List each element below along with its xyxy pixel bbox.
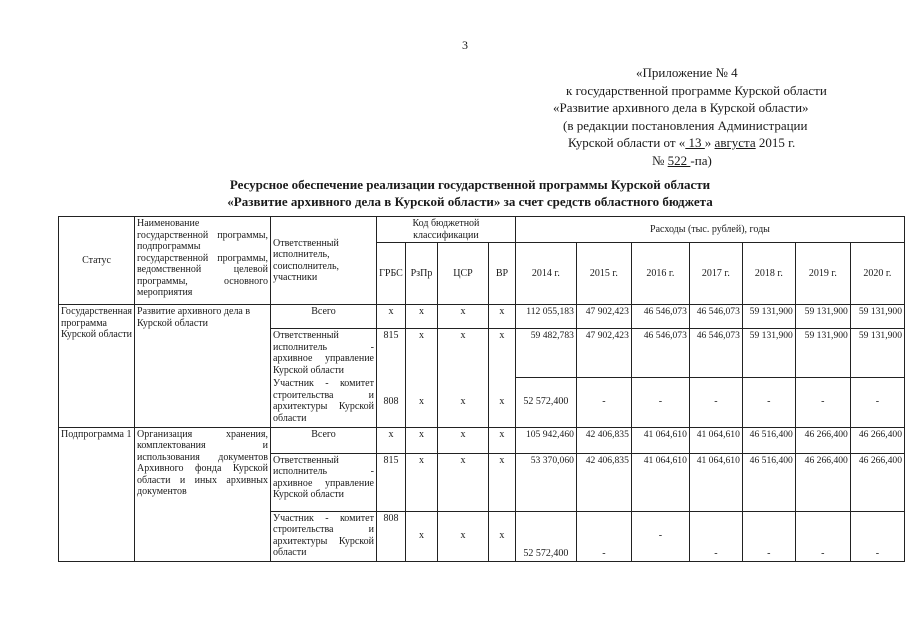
- header-responsible: Ответственный исполнитель, соисполнитель, участники: [271, 217, 377, 305]
- cell-rzpr: x: [405, 329, 437, 378]
- title-line-1: Ресурсное обеспечение реализации государственной программы Курской области: [229, 177, 711, 192]
- cell-rzpr: x: [405, 453, 437, 511]
- appendix-line-5: [540, 134, 880, 152]
- row-label: Ответственный исполнитель - архивное управление Курской области: [271, 329, 377, 378]
- cell-csr: x: [437, 427, 488, 453]
- page-number: 3: [462, 38, 468, 52]
- header-name: Наименование государственной программы, подпрограммы государственной программы, ведомственной целевой программы, основного мероприятия: [135, 217, 271, 305]
- header-year: 2016 г.: [631, 243, 689, 305]
- cell-value: 59 131,900: [742, 329, 795, 378]
- cell-value: 42 406,835: [576, 453, 631, 511]
- header-status: Статус: [59, 217, 135, 305]
- cell-csr: x: [437, 305, 488, 329]
- cell-value: -: [850, 511, 904, 561]
- header-csr: ЦСР: [437, 243, 488, 305]
- header-expenses-group: Расходы (тыс. рублей), годы: [515, 217, 904, 243]
- header-vr: ВР: [488, 243, 515, 305]
- cell-value: 53 370,060: [515, 453, 576, 511]
- header-grbs: ГРБС: [376, 243, 405, 305]
- cell-csr: x: [437, 453, 488, 511]
- cell-vr: x: [488, 511, 515, 561]
- row-label: Всего: [271, 427, 377, 453]
- header-year: 2015 г.: [576, 243, 631, 305]
- cell-grbs: 815: [376, 453, 405, 511]
- cell-rzpr: x: [405, 305, 437, 329]
- cell-value: 47 902,423: [576, 305, 631, 329]
- cell-value: 41 064,610: [689, 453, 742, 511]
- appendix-number-suffix: -па): [690, 152, 712, 168]
- cell-value: -: [795, 511, 850, 561]
- appendix-line-2: к государственной программе Курской области: [566, 82, 827, 98]
- cell-vr: x: [488, 329, 515, 378]
- cell-vr: x: [488, 427, 515, 453]
- header-year: 2020 г.: [850, 243, 904, 305]
- cell-grbs: x: [376, 305, 405, 329]
- cell-grbs: x: [376, 427, 405, 453]
- cell-value: -: [631, 377, 689, 427]
- cell-value: 52 572,400: [515, 377, 576, 427]
- cell-vr: x: [488, 453, 515, 511]
- cell-value: -: [689, 511, 742, 561]
- cell-grbs: 815: [376, 329, 405, 378]
- appendix-block: [540, 64, 880, 169]
- resource-table: [58, 216, 905, 562]
- cell-value: -: [850, 377, 904, 427]
- cell-value: 46 266,400: [795, 453, 850, 511]
- cell-value: 59 131,900: [850, 305, 904, 329]
- row-label: Ответственный исполнитель - архивное управление Курской области: [271, 453, 377, 511]
- cell-value: 59 131,900: [742, 305, 795, 329]
- cell-value: -: [795, 377, 850, 427]
- appendix-line-4: (в редакции постановления Администрации: [563, 117, 808, 133]
- cell-value: 41 064,610: [689, 427, 742, 453]
- cell-grbs: 808: [376, 377, 405, 427]
- document-title: [150, 176, 790, 210]
- appendix-number-prefix: №: [652, 152, 668, 168]
- appendix-date-month: августа: [714, 135, 756, 150]
- cell-value: -: [576, 377, 631, 427]
- cell-value: 46 266,400: [795, 427, 850, 453]
- cell-value: -: [631, 511, 689, 561]
- row-label: Участник - комитет строительства и архитектуры Курской области: [271, 511, 377, 561]
- cell-value: -: [576, 511, 631, 561]
- cell-grbs: 808: [376, 511, 405, 561]
- table-row-program-total: [59, 305, 905, 329]
- cell-value: -: [742, 511, 795, 561]
- title-line-2: «Развитие архивного дела в Курской области» за счет средств областного бюджета: [227, 194, 713, 209]
- cell-value: 46 546,073: [689, 305, 742, 329]
- cell-value: -: [742, 377, 795, 427]
- row-label: Всего: [271, 305, 377, 329]
- program-status: Государственная программа Курской области: [59, 305, 135, 428]
- appendix-line-3: «Развитие архивного дела в Курской области»: [553, 100, 809, 115]
- cell-value: 46 546,073: [631, 329, 689, 378]
- cell-csr: x: [437, 511, 488, 561]
- cell-rzpr: x: [405, 511, 437, 561]
- appendix-date-year: 2015 г.: [755, 135, 796, 150]
- appendix-line-1: «Приложение № 4: [636, 65, 738, 80]
- subprogram-name: Организация хранения, комплектования и использования документов Архивного фонда Курской области и иных архивных документов: [135, 427, 271, 561]
- program-name: Развитие архивного дела в Курской области: [135, 305, 271, 428]
- cell-rzpr: x: [405, 377, 437, 427]
- cell-value: 59 131,900: [795, 305, 850, 329]
- table-row-subprogram-total: [59, 427, 905, 453]
- header-year: 2018 г.: [742, 243, 795, 305]
- cell-value: 59 482,783: [515, 329, 576, 378]
- appendix-date-mid: »: [704, 135, 715, 150]
- cell-value: 47 902,423: [576, 329, 631, 378]
- header-year: 2014 г.: [515, 243, 576, 305]
- cell-value: -: [689, 377, 742, 427]
- cell-rzpr: x: [405, 427, 437, 453]
- subprogram-status: Подпрограмма 1: [59, 427, 135, 561]
- appendix-date-prefix: Курской области от «: [568, 135, 686, 150]
- cell-csr: x: [437, 329, 488, 378]
- cell-value: 46 546,073: [631, 305, 689, 329]
- cell-value: 105 942,460: [515, 427, 576, 453]
- header-rzpr: РзПр: [405, 243, 437, 305]
- cell-value: 46 516,400: [742, 453, 795, 511]
- header-year: 2017 г.: [689, 243, 742, 305]
- cell-value: 46 516,400: [742, 427, 795, 453]
- row-label: Участник - комитет строительства и архитектуры Курской области: [271, 377, 377, 427]
- cell-value: 46 546,073: [689, 329, 742, 378]
- cell-value: 46 266,400: [850, 453, 904, 511]
- appendix-date-day: 13: [685, 135, 705, 150]
- cell-value: 59 131,900: [795, 329, 850, 378]
- cell-value: 46 266,400: [850, 427, 904, 453]
- cell-value: 112 055,183: [515, 305, 576, 329]
- appendix-line-6: [540, 152, 880, 170]
- appendix-number: 522: [667, 152, 691, 168]
- cell-value: 42 406,835: [576, 427, 631, 453]
- header-row-1: [59, 217, 905, 243]
- header-year: 2019 г.: [795, 243, 850, 305]
- cell-vr: x: [488, 305, 515, 329]
- cell-value: 52 572,400: [515, 511, 576, 561]
- cell-value: 41 064,610: [631, 427, 689, 453]
- header-code-group: Код бюджетной классификации: [376, 217, 515, 243]
- cell-csr: x: [437, 377, 488, 427]
- cell-vr: x: [488, 377, 515, 427]
- cell-value: 41 064,610: [631, 453, 689, 511]
- cell-value: 59 131,900: [850, 329, 904, 378]
